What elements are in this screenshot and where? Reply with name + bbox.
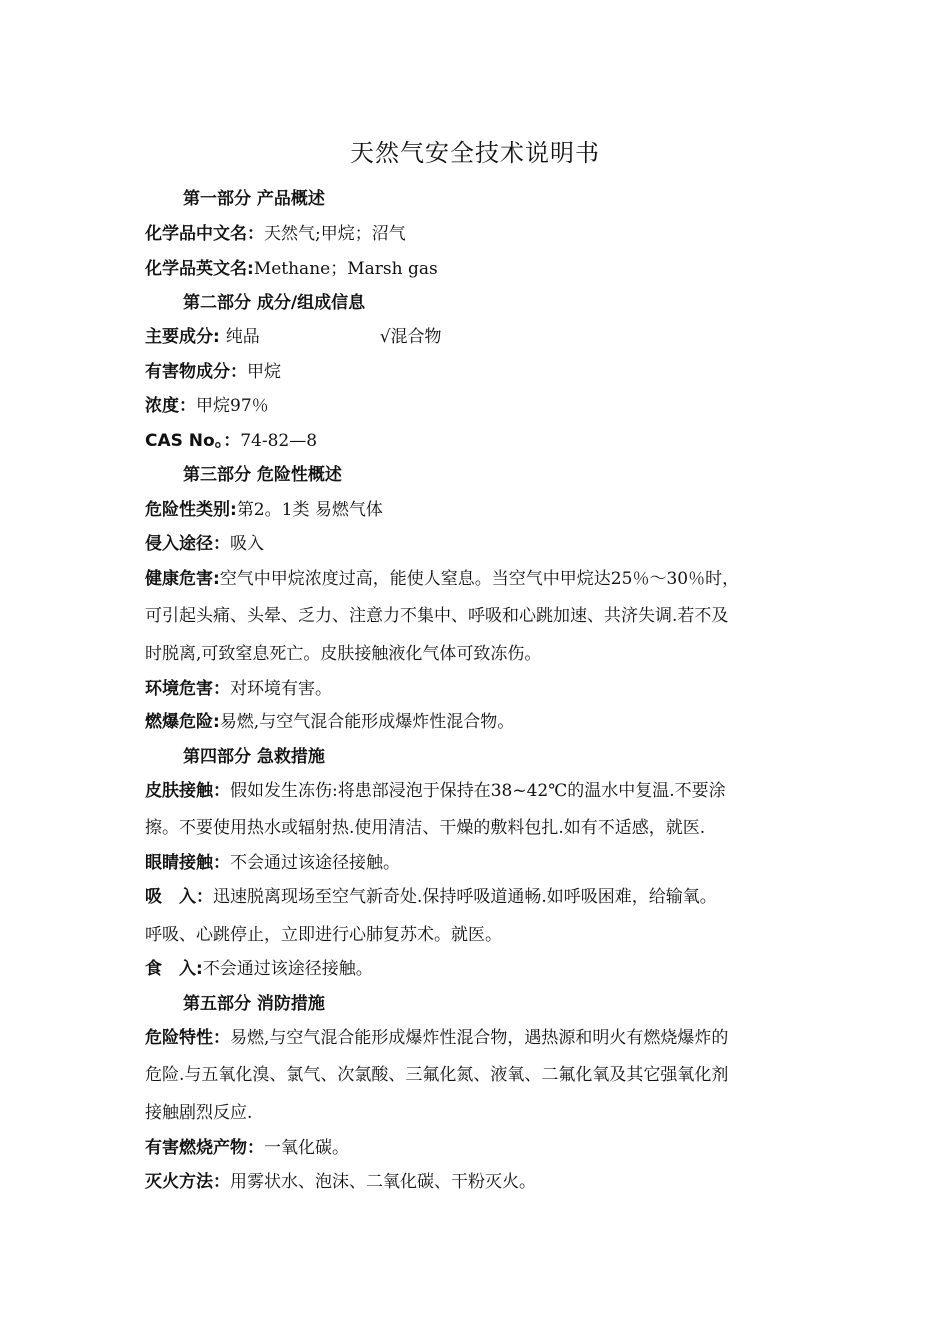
field-sep: ： (213, 679, 230, 699)
document-title: 天然气安全技术说明书 (350, 139, 600, 167)
field-sep: ： (213, 534, 230, 554)
field-label: 健康危害 (145, 569, 213, 589)
field-sep: : (213, 327, 226, 347)
field-sep: : (213, 569, 220, 589)
field-label: 环境危害 (145, 679, 213, 699)
field-environment (145, 678, 825, 700)
field-value: 用雾状水、泡沫、二氧化碳、干粉灭火。 (230, 1172, 536, 1192)
field-en-name (145, 258, 825, 280)
field-skin-line2: 擦。不要使用热水或辐射热.使用清洁、干燥的敷料包扎.如有不适感，就医. (145, 818, 706, 838)
field-label: 主要成分 (145, 327, 213, 347)
field-value: 吸入 (230, 534, 264, 554)
section-heading-5: 第五部分 消防措施 (183, 994, 325, 1014)
field-harmful (145, 361, 825, 383)
field-value-mixture: √混合物 (379, 327, 442, 347)
field-label: 有害物成分 (145, 362, 230, 382)
field-label: 侵入途径 (145, 534, 213, 554)
field-label: 灭火方法 (145, 1172, 213, 1192)
field-label: 危险性类别 (145, 500, 230, 520)
field-cn-name (145, 223, 825, 245)
field-inhale (145, 886, 825, 908)
field-value: 对环境有害。 (230, 679, 332, 699)
field-value: 不会通过该途径接触。 (202, 959, 373, 979)
field-sep: : (247, 259, 254, 279)
field-sep: : (230, 500, 237, 520)
field-sep: : (196, 959, 203, 979)
field-health-line2: 可引起头痛、头晕、乏力、注意力不集中、呼吸和心跳加速、共济失调.若不及 (145, 606, 729, 626)
field-hazard-class (145, 499, 825, 521)
field-value: 易燃,与空气混合能形成爆炸性混合物。 (219, 712, 515, 732)
field-label: 危险特性 (145, 1028, 213, 1048)
field-label: 吸 入 (145, 887, 196, 907)
field-sep: ： (230, 362, 247, 382)
field-value-line1: 迅速脱离现场至空气新奇处.保持呼吸道通畅.如呼吸困难，给输氧。 (213, 887, 717, 907)
section-heading-2: 第二部分 成分/组成信息 (183, 293, 366, 313)
field-concentration (145, 395, 825, 417)
field-label: 眼睛接触 (145, 853, 213, 873)
field-sep: ： (213, 853, 230, 873)
field-value: 天然气;甲烷；沼气 (264, 224, 406, 244)
section-heading-4: 第四部分 急救措施 (183, 747, 325, 767)
field-sep: ： (247, 1138, 264, 1158)
section-heading-3: 第三部分 危险性概述 (183, 465, 342, 485)
field-value: 不会通过该途径接触。 (230, 853, 400, 873)
field-fire-hazard-line3: 接触剧烈反应. (145, 1103, 253, 1123)
field-value: 74-82—8 (240, 431, 318, 451)
field-ingest (145, 958, 825, 980)
field-fire-hazard (145, 1027, 825, 1049)
field-label: CAS No。 (145, 431, 224, 451)
field-sep: ： (213, 1172, 230, 1192)
field-value: Methane；Marsh gas (253, 259, 438, 279)
field-value: 第2。1类 易燃气体 (236, 500, 383, 520)
field-label: 浓度 (145, 396, 179, 416)
field-value-line1: 易燃,与空气混合能形成爆炸性混合物，遇热源和明火有燃烧爆炸的 (230, 1028, 729, 1048)
field-sep: ： (213, 781, 230, 801)
field-value-pure: 纯品 (225, 327, 260, 347)
field-value: 甲烷97％ (196, 396, 269, 416)
field-explosion (145, 711, 825, 733)
field-sep: ： (179, 396, 196, 416)
section-heading-1: 第一部分 产品概述 (183, 189, 325, 209)
field-value: 一氧化碳。 (264, 1138, 349, 1158)
field-health (145, 568, 825, 590)
field-fire-hazard-line2: 危险.与五氧化溴、氯气、次氯酸、三氟化氮、液氧、二氟化氧及其它强氧化剂 (145, 1065, 729, 1085)
field-sep: ： (196, 887, 213, 907)
field-label: 燃爆危险 (145, 712, 213, 732)
field-label: 皮肤接触 (145, 781, 213, 801)
field-extinguish (145, 1171, 825, 1193)
field-health-line3: 时脱离,可致窒息死亡。皮肤接触液化气体可致冻伤。 (145, 644, 542, 664)
field-cas (145, 430, 825, 452)
field-route (145, 533, 825, 555)
field-label: 食 入 (145, 959, 196, 979)
field-skin (145, 780, 825, 802)
field-label: 有害燃烧产物 (145, 1138, 247, 1158)
field-value-line1: 空气中甲烷浓度过高，能使人窒息。当空气中甲烷达25％～30％时， (219, 569, 740, 589)
field-value: 甲烷 (247, 362, 281, 382)
field-sep: : (213, 712, 220, 732)
field-label: 化学品英文名 (145, 259, 247, 279)
field-eye (145, 852, 825, 874)
field-sep: ： (213, 1028, 230, 1048)
field-label: 化学品中文名 (145, 224, 247, 244)
field-sep: ： (223, 431, 241, 451)
field-sep: ： (247, 224, 264, 244)
field-composition (145, 326, 825, 348)
field-combustion (145, 1137, 825, 1159)
field-inhale-line2: 呼吸、心跳停止，立即进行心肺复苏术。就医。 (145, 925, 502, 945)
field-value-line1: 假如发生冻伤:将患部浸泡于保持在38~42℃的温水中复温.不要涂 (230, 781, 726, 801)
